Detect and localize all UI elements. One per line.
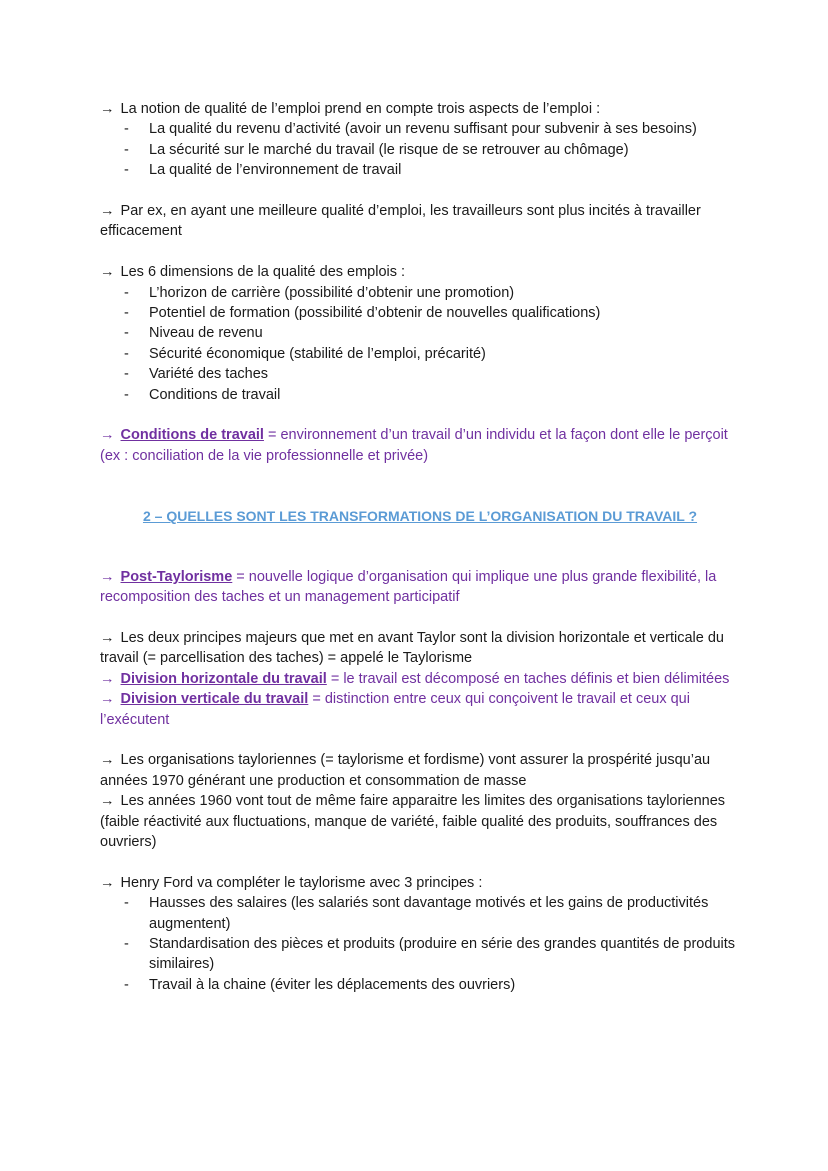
dash-bullet: - xyxy=(124,935,129,952)
list-item xyxy=(100,975,740,995)
list-item-text: Travail à la chaine (éviter les déplacements des ouvriers) xyxy=(149,976,516,993)
list-item-text: Sécurité économique (stabilité de l’emploi, précarité) xyxy=(149,345,486,362)
dimensions-intro xyxy=(100,262,740,282)
dimensions-list xyxy=(100,283,740,405)
list-item xyxy=(100,344,740,364)
example-paragraph xyxy=(100,201,740,242)
definition-post-taylorisme xyxy=(100,567,740,608)
arrow-icon: → xyxy=(100,874,115,891)
definition-conditions xyxy=(100,425,740,466)
intro-text: La notion de qualité de l’emploi prend en compte trois aspects de l’emploi : xyxy=(120,101,601,117)
dash-bullet: - xyxy=(124,895,129,912)
arrow-icon: → xyxy=(100,264,115,281)
arrow-icon: → xyxy=(100,670,115,687)
definition-term: Post-Taylorisme xyxy=(120,568,233,585)
list-item-text: Potentiel de formation (possibilité d’obtenir de nouvelles qualifications) xyxy=(149,305,601,322)
list-item-text: La qualité du revenu d’activité (avoir un revenu suffisant pour subvenir à ses besoins) xyxy=(149,121,697,138)
definition-text: = le travail est décomposé en taches définis et bien délimitées xyxy=(326,670,730,687)
dash-bullet: - xyxy=(124,976,129,993)
list-item-text: Hausses des salaires (les salariés sont davantage motivés et les gains de productivités augmentent) xyxy=(149,895,709,932)
list-item xyxy=(100,283,740,303)
limits-1960-paragraph xyxy=(100,791,740,852)
dash-bullet: - xyxy=(124,345,129,362)
dash-bullet: - xyxy=(124,162,129,179)
section-heading: 2 – QUELLES SONT LES TRANSFORMATIONS DE L’ORGANISATION DU TRAVAIL ? xyxy=(142,508,698,525)
list-item xyxy=(100,323,740,343)
list-item xyxy=(100,934,740,975)
list-item xyxy=(100,119,740,139)
definition-vertical-division xyxy=(100,689,740,730)
definition-term: Division horizontale du travail xyxy=(120,670,327,687)
ford-principles-intro xyxy=(100,873,740,893)
definition-horizontal-division xyxy=(100,669,740,689)
list-item-text: La qualité de l’environnement de travail xyxy=(149,162,402,179)
arrow-icon: → xyxy=(100,427,115,444)
list-item-text: La sécurité sur le marché du travail (le risque de se retrouver au chômage) xyxy=(149,141,629,158)
list-item xyxy=(100,364,740,384)
list-item xyxy=(100,140,740,160)
paragraph-text: Les deux principes majeurs que met en avant Taylor sont la division horizontale et verticale du travail (= parcellisation des taches) = appelé le Taylorisme xyxy=(100,629,724,667)
definition-text: = environnement d’un travail d’un individu et la façon dont elle le perçoit (ex : conciliation de la vie professionnelle et privée) xyxy=(100,427,728,464)
intro-text: Les 6 dimensions de la qualité des emplois : xyxy=(120,264,406,281)
ford-principles-list xyxy=(100,893,740,995)
taylor-principles-paragraph xyxy=(100,628,740,669)
list-item-text: Standardisation des pièces et produits (produire en série des grandes quantités de produits similaires) xyxy=(149,935,736,973)
definition-text: = distinction entre ceux qui conçoivent le travail et ceux qui l’exécutent xyxy=(100,691,690,728)
list-item xyxy=(100,303,740,323)
arrow-icon: → xyxy=(100,793,115,810)
arrow-icon: → xyxy=(100,568,115,585)
arrow-icon: → xyxy=(100,691,115,708)
list-item-text: L’horizon de carrière (possibilité d’obtenir une promotion) xyxy=(149,284,515,301)
taylorian-organisations-paragraph xyxy=(100,750,740,791)
paragraph-text: Les organisations tayloriennes (= taylorisme et fordisme) vont assurer la prospérité jusqu’au années 1970 générant une production et consommation de masse xyxy=(100,752,711,789)
quality-aspects-list xyxy=(100,119,740,180)
dash-bullet: - xyxy=(124,325,129,342)
definition-term: Conditions de travail xyxy=(120,427,264,444)
paragraph-text: Les années 1960 vont tout de même faire apparaitre les limites des organisations tayloriennes (faible réactivité aux fluctuations, manque de variété, faible qualité des produits, souffrances des ouvriers) xyxy=(100,793,726,850)
quality-notion-intro xyxy=(100,99,740,119)
paragraph-text: Par ex, en ayant une meilleure qualité d’emploi, les travailleurs sont plus incités à travailler efficacement xyxy=(100,203,701,240)
dash-bullet: - xyxy=(124,284,129,301)
definition-term: Division verticale du travail xyxy=(120,691,309,708)
definition-text: = nouvelle logique d’organisation qui implique une plus grande flexibilité, la recomposition des taches et un management participatif xyxy=(100,568,717,606)
dash-bullet: - xyxy=(124,305,129,322)
arrow-icon: → xyxy=(100,629,115,646)
list-item xyxy=(100,385,740,405)
intro-text: Henry Ford va compléter le taylorisme avec 3 principes : xyxy=(120,874,483,891)
list-item-text: Variété des taches xyxy=(149,366,269,383)
dash-bullet: - xyxy=(124,121,129,138)
dash-bullet: - xyxy=(124,386,129,403)
arrow-icon: → xyxy=(100,101,115,117)
list-item-text: Conditions de travail xyxy=(149,386,281,403)
document-body xyxy=(100,99,740,995)
dash-bullet: - xyxy=(124,366,129,383)
arrow-icon: → xyxy=(100,203,115,220)
list-item xyxy=(100,893,740,934)
arrow-icon: → xyxy=(100,752,115,769)
dash-bullet: - xyxy=(124,141,129,158)
list-item xyxy=(100,160,740,180)
list-item-text: Niveau de revenu xyxy=(149,325,263,342)
